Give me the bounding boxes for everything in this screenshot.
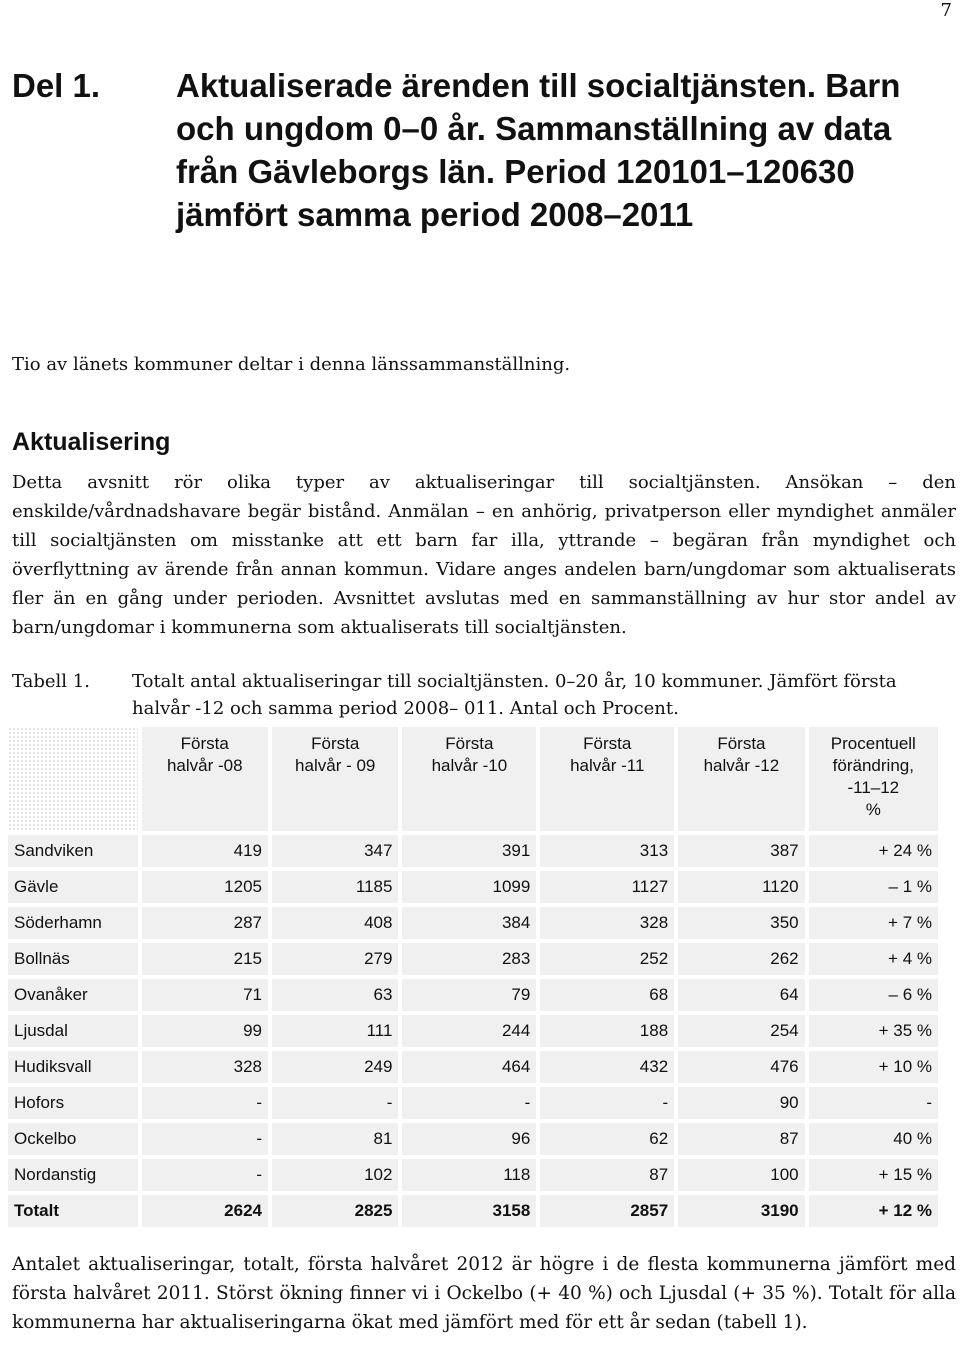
chapter-title: Aktualiserade ärenden till socialtjänsten. Barn och ungdom 0–0 år. Sammanställning av data från Gävleborgs län. Period 120101–120630 jämfört samma period 2008–2011 xyxy=(176,67,901,233)
table-header-row xyxy=(8,727,938,831)
total-cell: 2624 xyxy=(142,1195,268,1227)
table-cell: 408 xyxy=(272,907,398,939)
table-cell: 1099 xyxy=(402,871,536,903)
table-cell: 249 xyxy=(272,1051,398,1083)
municipality-name: Ockelbo xyxy=(8,1123,138,1155)
statistics-table xyxy=(4,723,942,1231)
table-caption-label: Tabell 1. xyxy=(12,671,90,692)
table-cell: 111 xyxy=(272,1015,398,1047)
table-row xyxy=(8,1123,938,1155)
table-row xyxy=(8,835,938,867)
column-header: Första halvår -08 xyxy=(142,727,268,831)
total-cell: 3158 xyxy=(402,1195,536,1227)
table-cell: - xyxy=(809,1087,938,1119)
total-cell: 3190 xyxy=(678,1195,804,1227)
column-header: Procentuell förändring, -11–12 % xyxy=(809,727,938,831)
total-label: Totalt xyxy=(8,1195,138,1227)
table-cell: 87 xyxy=(540,1159,674,1191)
table-cell: - xyxy=(142,1123,268,1155)
intro-paragraph: Tio av länets kommuner deltar i denna länssammanställning. xyxy=(12,354,571,375)
table-cell: 1185 xyxy=(272,871,398,903)
table-cell: 81 xyxy=(272,1123,398,1155)
table-cell: 102 xyxy=(272,1159,398,1191)
table-cell: 100 xyxy=(678,1159,804,1191)
table-cell: 252 xyxy=(540,943,674,975)
table-cell: 350 xyxy=(678,907,804,939)
table-corner-cell xyxy=(8,727,138,831)
column-header: Första halvår -12 xyxy=(678,727,804,831)
table-cell: 328 xyxy=(142,1051,268,1083)
table-cell: 71 xyxy=(142,979,268,1011)
municipality-name: Söderhamn xyxy=(8,907,138,939)
table-cell: 419 xyxy=(142,835,268,867)
table-cell: 432 xyxy=(540,1051,674,1083)
table-row xyxy=(8,1159,938,1191)
table-cell: + 24 % xyxy=(809,835,938,867)
section-title: Aktualisering xyxy=(12,428,171,456)
table-cell: 1205 xyxy=(142,871,268,903)
conclusion-paragraph: Antalet aktualiseringar, totalt, första halvåret 2012 är högre i de flesta kommunerna jämfört med första halvåret 2011. Störst ökning finner vi i Ockelbo (+ 40 %) och Ljusdal (+ 35 %). Totalt för alla kommunerna har aktualiseringarna ökat med jämfört med för ett år sedan (tabell 1). xyxy=(12,1254,956,1333)
chapter-number: Del 1. xyxy=(12,67,101,104)
municipality-name: Sandviken xyxy=(8,835,138,867)
table-cell: 68 xyxy=(540,979,674,1011)
table-row xyxy=(8,871,938,903)
table-cell: 464 xyxy=(402,1051,536,1083)
table-cell: + 7 % xyxy=(809,907,938,939)
total-cell: 2857 xyxy=(540,1195,674,1227)
table-cell: 87 xyxy=(678,1123,804,1155)
table-cell: 279 xyxy=(272,943,398,975)
section-body-paragraph: Detta avsnitt rör olika typer av aktualiseringar till socialtjänsten. Ansökan – den enskilde/vårdnadshavare begär bistånd. Anmälan – en anhörig, privatperson eller myndighet anmäler till socialtjänsten om misstanke att ett barn far illa, yttrande – begäran från myndighet och överflyttning av ärende från annan kommun. Vidare anges andelen barn/ungdomar som aktualiserats fler än en gång under perioden. Avsnittet avslutas med en sammanställning av hur stor andel av barn/ungdomar i kommunerna som aktualiserats till socialtjänsten. xyxy=(12,472,956,638)
page-number: 7 xyxy=(940,0,952,21)
table-row xyxy=(8,1087,938,1119)
table-total-row xyxy=(8,1195,938,1227)
table-row xyxy=(8,907,938,939)
table-cell: 262 xyxy=(678,943,804,975)
table-cell: 99 xyxy=(142,1015,268,1047)
municipality-name: Hudiksvall xyxy=(8,1051,138,1083)
table-cell: 188 xyxy=(540,1015,674,1047)
table-cell: 476 xyxy=(678,1051,804,1083)
table-cell: 62 xyxy=(540,1123,674,1155)
column-header: Första halvår -11 xyxy=(540,727,674,831)
table-row xyxy=(8,1015,938,1047)
table-cell: + 35 % xyxy=(809,1015,938,1047)
total-cell: 2825 xyxy=(272,1195,398,1227)
table-cell: 254 xyxy=(678,1015,804,1047)
table-cell: 118 xyxy=(402,1159,536,1191)
table-cell: 64 xyxy=(678,979,804,1011)
municipality-name: Hofors xyxy=(8,1087,138,1119)
table-cell: 215 xyxy=(142,943,268,975)
table-cell: 79 xyxy=(402,979,536,1011)
table-row xyxy=(8,943,938,975)
table-cell: + 10 % xyxy=(809,1051,938,1083)
table-cell: 283 xyxy=(402,943,536,975)
column-header: Första halvår -10 xyxy=(402,727,536,831)
table-cell: 244 xyxy=(402,1015,536,1047)
municipality-name: Nordanstig xyxy=(8,1159,138,1191)
table-cell: - xyxy=(142,1159,268,1191)
table-cell: - xyxy=(402,1087,536,1119)
table-cell: 387 xyxy=(678,835,804,867)
table-cell: 1120 xyxy=(678,871,804,903)
table-cell: 384 xyxy=(402,907,536,939)
municipality-name: Ovanåker xyxy=(8,979,138,1011)
table-cell: 96 xyxy=(402,1123,536,1155)
table-row xyxy=(8,979,938,1011)
table-cell: - xyxy=(272,1087,398,1119)
table-cell: 347 xyxy=(272,835,398,867)
table-cell: - xyxy=(540,1087,674,1119)
table-cell: 391 xyxy=(402,835,536,867)
table-cell: + 15 % xyxy=(809,1159,938,1191)
table-cell: 313 xyxy=(540,835,674,867)
total-cell: + 12 % xyxy=(809,1195,938,1227)
table-cell: 1127 xyxy=(540,871,674,903)
table-cell: – 6 % xyxy=(809,979,938,1011)
table-cell: 40 % xyxy=(809,1123,938,1155)
column-header: Första halvår - 09 xyxy=(272,727,398,831)
municipality-name: Gävle xyxy=(8,871,138,903)
table-cell: 287 xyxy=(142,907,268,939)
municipality-name: Bollnäs xyxy=(8,943,138,975)
table-cell: 328 xyxy=(540,907,674,939)
table-row xyxy=(8,1051,938,1083)
table-cell: 90 xyxy=(678,1087,804,1119)
table-cell: – 1 % xyxy=(809,871,938,903)
table-cell: - xyxy=(142,1087,268,1119)
table-cell: + 4 % xyxy=(809,943,938,975)
table-cell: 63 xyxy=(272,979,398,1011)
municipality-name: Ljusdal xyxy=(8,1015,138,1047)
table-caption-text: Totalt antal aktualiseringar till socialtjänsten. 0–20 år, 10 kommuner. Jämfört första halvår -12 och samma period 2008– 011. Antal och Procent. xyxy=(132,671,897,719)
